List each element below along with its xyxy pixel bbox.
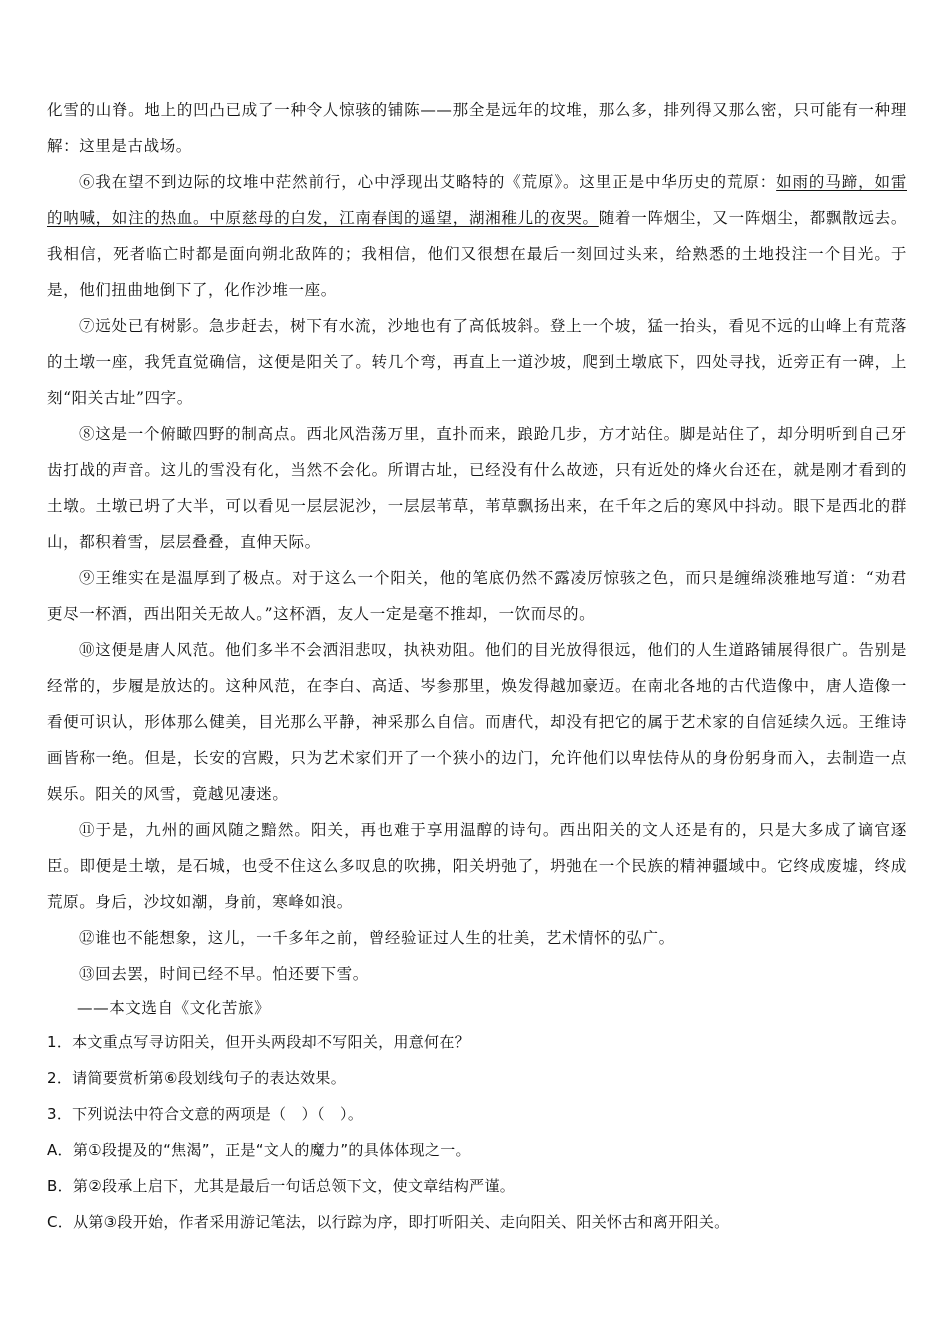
paragraph-6-lead: ⑥我在望不到边际的坟堆中茫然前行，心中浮现出艾略特的《荒原》。这里正是中华历史的荒原： — [79, 173, 777, 191]
option-b: B．第②段承上启下，尤其是最后一句话总领下文，使文章结构严谨。 — [47, 1177, 516, 1195]
paragraph-7: ⑦远处已有树影。急步赶去，树下有水流，沙地也有了高低坡斜。登上一个坡，猛一抬头，看见不远的山峰上有荒落的土墩一座，我凭直觉确信，这便是阳关了。转几个弯，再直上一道沙坡，爬到土墩底下，四处寻找，近旁正有一碑，上刻“阳关古址”四字。 — [47, 317, 907, 407]
question-2: 2．请简要赏析第⑥段划线句子的表达效果。 — [47, 1069, 346, 1087]
option-c: C．从第③段开始，作者采用游记笔法，以行踪为序，即打听阳关、走向阳关、阳关怀古和离开阳关。 — [47, 1213, 730, 1231]
exam-page — [47, 92, 907, 1240]
option-a: A．第①段提及的“焦渴”，正是“文人的魔力”的具体体现之一。 — [47, 1141, 471, 1159]
question-1: 1．本文重点写寻访阳关，但开头两段却不写阳关，用意何在？ — [47, 1033, 470, 1051]
source-line: ——本文选自《文化苦旅》 — [77, 999, 271, 1017]
paragraph-13: ⑬回去罢，时间已经不早。怕还要下雪。 — [79, 965, 369, 983]
paragraph-10: ⑩这便是唐人风范。他们多半不会洒泪悲叹，执袂劝阻。他们的目光放得很远，他们的人生道路铺展得很广。告别是经常的，步履是放达的。这种风范，在李白、高适、岑参那里，焕发得越加豪迈。在南北各地的古代造像中，唐人造像一看便可识认，形体那么健美，目光那么平静，神采那么自信。而唐代，却没有把它的属于艺术家的自信延续久远。王维诗画皆称一绝。但是，长安的宫殿，只为艺术家们开了一个狭小的边门，允许他们以卑怯侍从的身份躬身而入，去制造一点娱乐。阳关的风雪，竟越见凄迷。 — [47, 641, 907, 803]
question-3: 3．下列说法中符合文意的两项是（ ）（ ）。 — [47, 1105, 364, 1123]
paragraph-8: ⑧这是一个俯瞰四野的制高点。西北风浩荡万里，直扑而来，踉跄几步，方才站住。脚是站住了，却分明听到自己牙齿打战的声音。这儿的雪没有化，当然不会化。所谓古址，已经没有什么故迹，只有近处的烽火台还在，就是刚才看到的土墩。土墩已坍了大半，可以看见一层层泥沙，一层层苇草，苇草飘扬出来，在千年之后的寒风中抖动。眼下是西北的群山，都积着雪，层层叠叠，直伸天际。 — [47, 425, 907, 551]
paragraph-12: ⑫谁也不能想象，这儿，一千多年之前，曾经验证过人生的壮美，艺术情怀的弘广。 — [79, 929, 675, 947]
paragraph-6 — [47, 164, 907, 308]
underlined-sentence: 如雨的马蹄，如雷的呐喊，如注的热血。中原慈母的白发，江南春闺的遥望，湖湘稚儿的夜哭。 — [47, 173, 907, 227]
paragraph-5-tail: 化雪的山脊。地上的凹凸已成了一种令人惊骇的铺陈——那全是远年的坟堆，那么多，排列得又那么密，只可能有一种理解：这里是古战场。 — [47, 101, 907, 155]
paragraph-6-rest: 随着一阵烟尘，又一阵烟尘，都飘散远去。我相信，死者临亡时都是面向朔北敌阵的；我相信，他们又很想在最后一刻回过头来，给熟悉的土地投注一个目光。于是，他们扭曲地倒下了，化作沙堆一座。 — [47, 209, 907, 299]
paragraph-9: ⑨王维实在是温厚到了极点。对于这么一个阳关，他的笔底仍然不露凌厉惊骇之色，而只是缠绵淡雅地写道：“劝君更尽一杯酒，西出阳关无故人。”这杯酒，友人一定是毫不推却，一饮而尽的。 — [47, 569, 907, 623]
paragraph-11: ⑪于是，九州的画风随之黯然。阳关，再也难于享用温醇的诗句。西出阳关的文人还是有的，只是大多成了谪官逐臣。即便是土墩，是石城，也受不住这么多叹息的吹拂，阳关坍弛了，坍弛在一个民族的精神疆域中。它终成废墟，终成荒原。身后，沙坟如潮，身前，寒峰如浪。 — [47, 821, 907, 911]
